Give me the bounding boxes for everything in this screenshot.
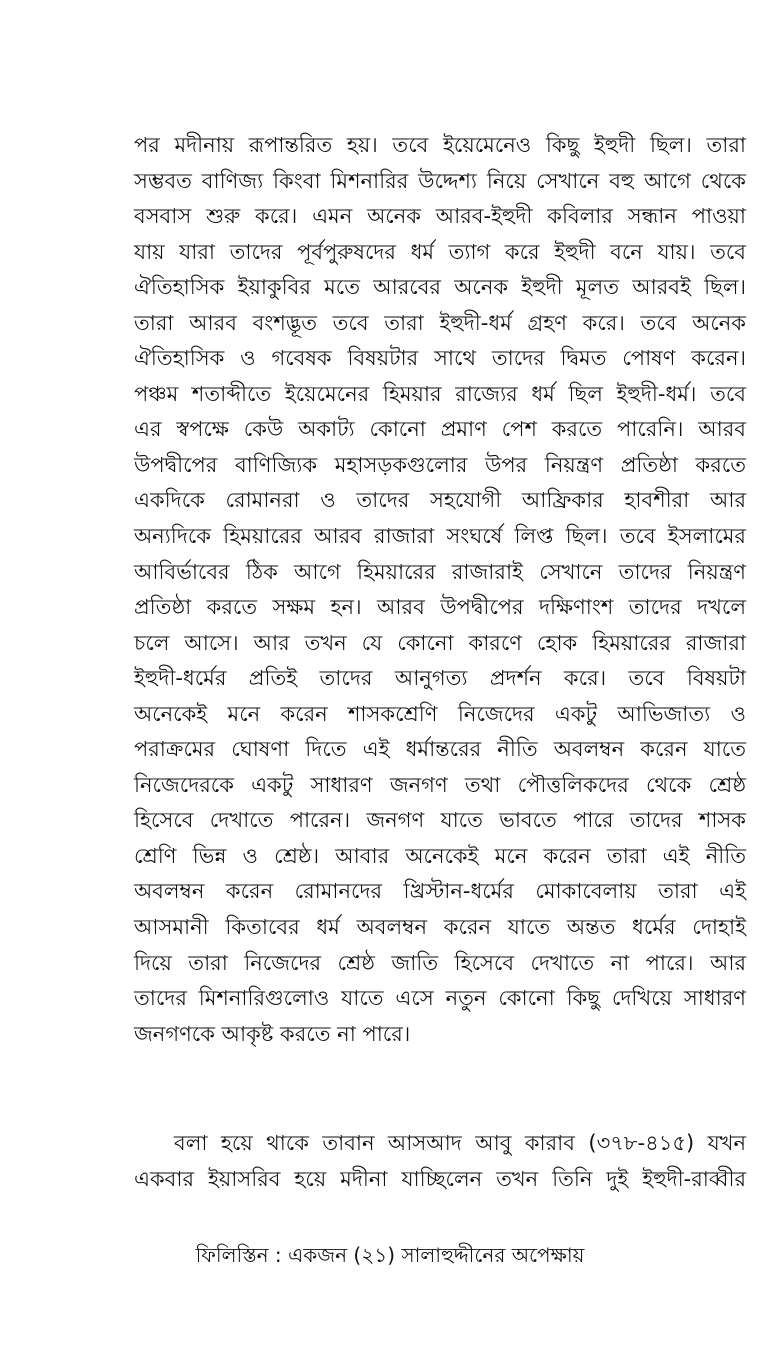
text-line: পর মদীনায় রূপান্তরিত হয়। তবে ইয়েমেনেও কিছু ইহুদী ছিল। তারা — [134, 133, 746, 157]
text-line: অন্যদিকে হিময়ারের আরব রাজারা সংঘর্ষে লিপ্ত ছিল। তবে ইসলামের — [134, 524, 746, 549]
text-line: জনগণকে আকৃষ্ট করতে না পারে। — [134, 1021, 411, 1046]
text-line: নিজেদেরকে একটু সাধারণ জনগণ তথা পৌত্তলিকদের থেকে শ্রেষ্ঠ — [134, 772, 746, 797]
text-line: ঐতিহাসিক ও গবেষক বিষয়টার সাথে তাদের দ্বিমত পোষণ করেন। — [134, 346, 746, 371]
text-line: ইহুদী-ধর্মের প্রতিই তাদের আনুগত্য প্রদর্শন করে। তবে বিষয়টা — [134, 666, 746, 691]
text-line: এর স্বপক্ষে কেউ অকাট্য কোনো প্রমাণ পেশ করতে পারেনি। আরব — [134, 417, 746, 442]
text-line: প্রতিষ্ঠা করতে সক্ষম হন। আরব উপদ্বীপের দক্ষিণাংশ তাদের দখলে — [134, 595, 746, 620]
text-line: একদিকে রোমানরা ও তাদের সহযোগী আফ্রিকার হাবশীরা আর — [134, 488, 746, 513]
text-line: অনেকেই মনে করেন শাসকশ্রেণি নিজেদের একটু আভিজাত্য ও — [134, 701, 746, 726]
text-line: তাদের মিশনারিগুলোও যাতে এসে নতুন কোনো কিছু দেখিয়ে সাধারণ — [134, 986, 746, 1011]
text-line: হিসেবে দেখাতে পারেন। জনগণ যাতে ভাবতে পারে তাদের শাসক — [134, 808, 746, 833]
text-line: অবলম্বন করেন রোমানদের খ্রিস্টান-ধর্মের মোকাবেলায় তারা এই — [134, 879, 746, 904]
text-line: একবার ইয়াসরিব হয়ে মদীনা যাচ্ছিলেন তখন তিনি দুই ইহুদী-রাব্বীর — [134, 1166, 746, 1191]
text-line: দিয়ে তারা নিজেদের শ্রেষ্ঠ জাতি হিসেবে দেখাতে না পারে। আর — [134, 950, 746, 975]
text-line: তারা আরব বংশদ্ভূত তবে তারা ইহুদী-ধর্ম গ্রহণ করে। তবে অনেক — [134, 310, 746, 335]
text-line: বলা হয়ে থাকে তাবান আসআদ আবু কারাব (৩৭৮-৪১৫) যখন — [174, 1131, 746, 1155]
text-line: আসমানী কিতাবের ধর্ম অবলম্বন করেন যাতে অন্তত ধর্মের দোহাই — [134, 915, 746, 940]
text-line: উপদ্বীপের বাণিজ্যিক মহাসড়কগুলোর উপর নিয়ন্ত্রণ প্রতিষ্ঠা করতে — [134, 452, 746, 477]
text-line: শ্রেণি ভিন্ন ও শ্রেষ্ঠ। আবার অনেকেই মনে করেন তারা এই নীতি — [134, 843, 746, 868]
text-line: পরাক্রমের ঘোষণা দিতে এই ধর্মান্তরের নীতি অবলম্বন করেন যাতে — [134, 737, 746, 762]
text-line: সম্ভবত বাণিজ্য কিংবা মিশনারির উদ্দেশ্য নিয়ে সেখানে বহু আগে থেকে — [134, 168, 746, 193]
text-line: আবির্ভাবের ঠিক আগে হিময়ারের রাজারাই সেখানে তাদের নিয়ন্ত্রণ — [134, 559, 746, 584]
text-line: যায় যারা তাদের পূর্বপুরুষদের ধর্ম ত্যাগ করে ইহুদী বনে যায়। তবে — [134, 239, 746, 264]
text-line: পঞ্চম শতাব্দীতে ইয়েমেনের হিময়ার রাজ্যের ধর্ম ছিল ইহুদী-ধর্ম। তবে — [134, 381, 746, 406]
running-footer: ফিলিস্তিন : একজন (২১) সালাহুদ্দীনের অপেক্ষায় — [195, 1243, 585, 1267]
text-line: ঐতিহাসিক ইয়াকুবির মতে আরবের অনেক ইহুদী মূলত আরবই ছিল। — [134, 275, 746, 300]
text-line: চলে আসে। আর তখন যে কোনো কারণে হোক হিময়ারের রাজারা — [134, 630, 746, 655]
paragraph-1 — [134, 128, 746, 1052]
paragraph-2 — [134, 1126, 746, 1197]
text-line: বসবাস শুরু করে। এমন অনেক আরব-ইহুদী কবিলার সন্ধান পাওয়া — [134, 204, 746, 229]
